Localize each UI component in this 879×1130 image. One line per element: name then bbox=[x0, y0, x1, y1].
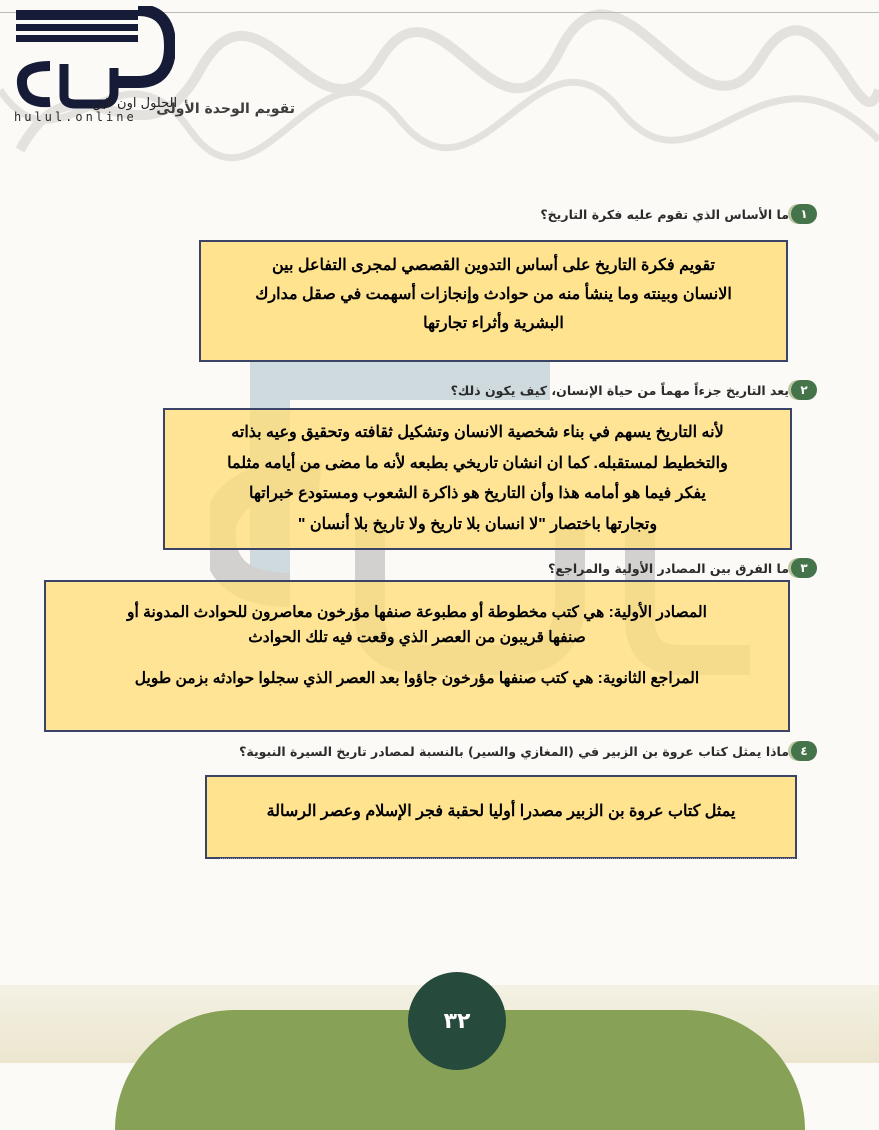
answer-line: وتجارتها باختصار "لا انسان بلا تاريخ ولا تاريخ بلا أنسان " bbox=[297, 515, 658, 533]
page-number: ٣٢ bbox=[408, 972, 506, 1070]
answer-box bbox=[163, 408, 792, 550]
dotted-rule bbox=[220, 858, 795, 859]
question-text: يعد التاريخ جزءاً مهماً من حياة الإنسان، كيف يكون ذلك؟ bbox=[450, 383, 789, 398]
answer-line: يفكر فيما هو أمامه هذا وأن التاريخ هو ذاكرة الشعوب ومستودع خبراتها bbox=[249, 485, 706, 502]
question-text: ماذا يمثل كتاب عروة بن الزبير في (المغازي والسير) بالنسبة لمصادر تاريخ السيرة النبوية؟ bbox=[239, 744, 789, 759]
logo-latin-text: hulul.online bbox=[14, 110, 137, 124]
question-number-badge: ١ bbox=[791, 204, 817, 224]
answer-box bbox=[44, 580, 790, 732]
answer-line: تقويم فكرة التاريخ على أساس التدوين القصصي لمجرى التفاعل بين bbox=[271, 257, 716, 274]
answer-line: البشرية وأثراء تجارتها bbox=[423, 315, 564, 332]
answer-line: صنفها قريبون من العصر الذي وقعت فيه تلك الحوادث bbox=[248, 629, 586, 646]
answer-box bbox=[199, 240, 788, 362]
answer-line: المراجع الثانوية: هي كتب صنفها مؤرخون جاؤوا بعد العصر الذي سجلوا حوادثه بزمن طويل bbox=[134, 670, 700, 687]
answer-line: المصادر الأولية: هي كتب مخطوطة أو مطبوعة صنفها مؤرخون معاصرون للحوادث المدونة أو bbox=[127, 604, 707, 621]
answer-line: لأنه التاريخ يسهم في بناء شخصية الانسان وتشكيل ثقافته وتحقيق وعيه بذاته bbox=[231, 424, 724, 441]
answer-box bbox=[205, 775, 797, 859]
question-number-badge: ٤ bbox=[791, 741, 817, 761]
logo-arabic-text: الحلول اون لاين bbox=[92, 96, 178, 111]
question-text: ما الفرق بين المصادر الأولية والمراجع؟ bbox=[548, 561, 789, 576]
unit-title: تقويم الوحدة الأولى bbox=[156, 101, 295, 117]
question-number-badge: ٣ bbox=[791, 558, 817, 578]
answer-line: يمثل كتاب عروة بن الزبير مصدرا أوليا لحقبة فجر الإسلام وعصر الرسالة bbox=[266, 803, 736, 820]
question-number-badge: ٢ bbox=[791, 380, 817, 400]
answer-line: والتخطيط لمستقبله. كما ان انشان تاريخي بطبعه لأنه ما مضى من أيامه مثلما bbox=[227, 454, 728, 472]
answer-line: الانسان وبينته وما ينشأ منه من حوادث وإنجازات أسهمت في صقل مدارك bbox=[255, 286, 732, 303]
question-text: ما الأساس الذي تقوم عليه فكرة التاريخ؟ bbox=[540, 207, 789, 222]
